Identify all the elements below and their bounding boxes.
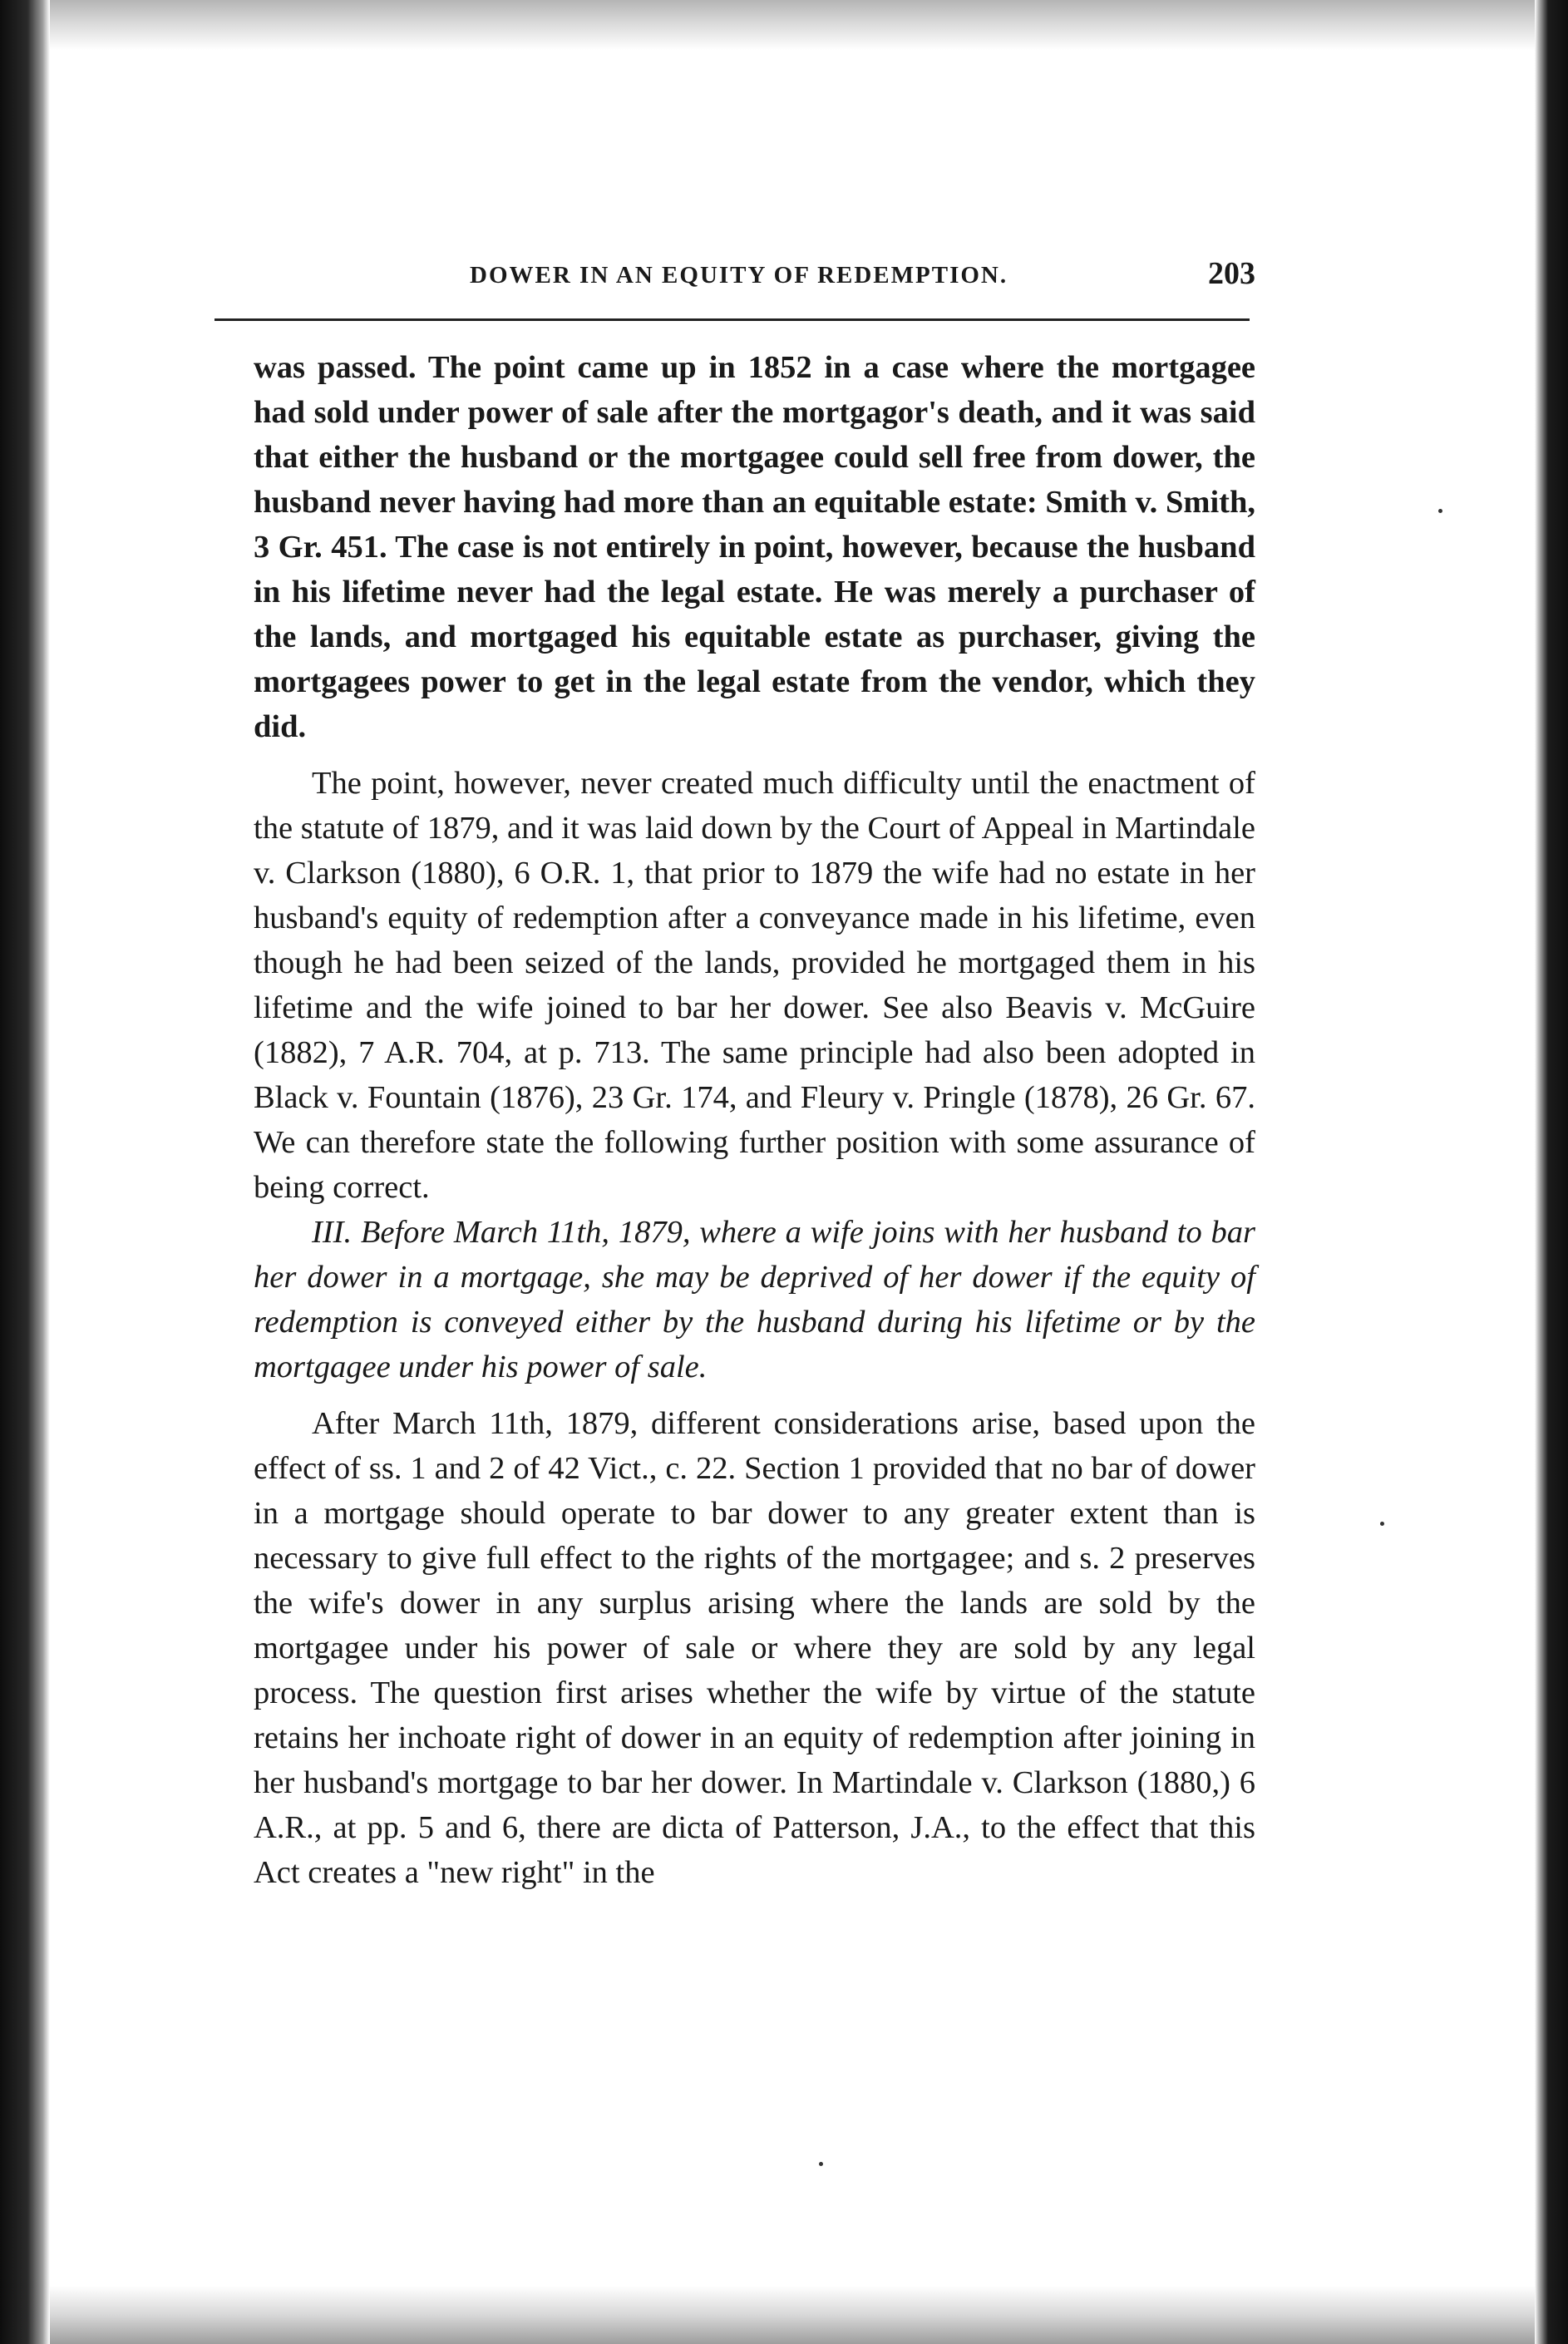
header-rule xyxy=(214,318,1250,321)
paragraph-3: III. Before March 11th, 1879, where a wife joins with her husband to bar her dower in a mortgage, she may be deprived of her dower if the equity of redemption is conveyed either by the husband during his lifetime or by the mortgagee under his power of sale. xyxy=(254,1215,1255,1384)
paragraph-1: was passed. The point came up in 1852 in a case where the mortgagee had sold under power of sale after the mortgagor's death, and it was said that either the husband or the mortgagee could sell free from dower, the husband never having had more than an equitable estate: Smith v. Smith, 3 Gr. 451. The case is not entirely in point, however, because the husband in his lifetime never had the legal estate. He was merely a purchaser of the lands, and mortgaged his equitable estate as purchaser, giving the mortgagees power to get in the legal estate from the vendor, which they did. xyxy=(254,350,1255,744)
running-title: DOWER IN AN EQUITY OF REDEMPTION. xyxy=(470,262,1008,289)
paragraph-2: The point, however, never created much difficulty until the enactment of the statute of 1879, and it was laid down by the Court of Appeal in Martindale v. Clarkson (1880), 6 O.R. 1, that prior to 1879 the wife had no estate in her husband's equity of redemption after a conveyance made in his lifetime, even though he had been seized of the lands, provided he mortgaged them in his lifetime and the wife joined to bar her dower. See also Beavis v. McGuire (1882), 7 A.R. 704, at p. 713. The same principle had also been adopted in Black v. Fountain (1876), 23 Gr. 174, and Fleury v. Pringle (1878), 26 Gr. 67. We can therefore state the following further position with some assurance of being correct. xyxy=(254,766,1255,1205)
paragraph-4: After March 11th, 1879, different considerations arise, based upon the effect of ss. 1 and 2 of 42 Vict., c. 22. Section 1 provided that no bar of dower in a mortgage should operate to bar dower to any greater extent than is necessary to give full effect to the rights of the mortgagee; and s. 2 preserves the wife's dower in any surplus arising where the lands are sold by the mortgagee under his power of sale or where they are sold by any legal process. The question first arises whether the wife by virtue of the statute retains her inchoate right of dower in an equity of redemption after joining in her husband's mortgage to bar her dower. In Martindale v. Clarkson (1880,) 6 A.R., at pp. 5 and 6, there are dicta of Patterson, J.A., to the effect that this Act creates a "new right" in the xyxy=(254,1406,1255,1890)
scan-left-edge xyxy=(0,0,50,2344)
page-number: 203 xyxy=(1208,256,1255,291)
scan-speck xyxy=(1380,1522,1384,1526)
scan-speck xyxy=(819,2162,823,2166)
body-text xyxy=(254,345,1255,1895)
page-header xyxy=(254,254,1255,295)
scan-speck xyxy=(1438,509,1442,513)
scan-top-edge xyxy=(50,0,1535,50)
scan-bottom-edge xyxy=(50,2286,1535,2344)
scan-right-edge xyxy=(1535,0,1568,2344)
